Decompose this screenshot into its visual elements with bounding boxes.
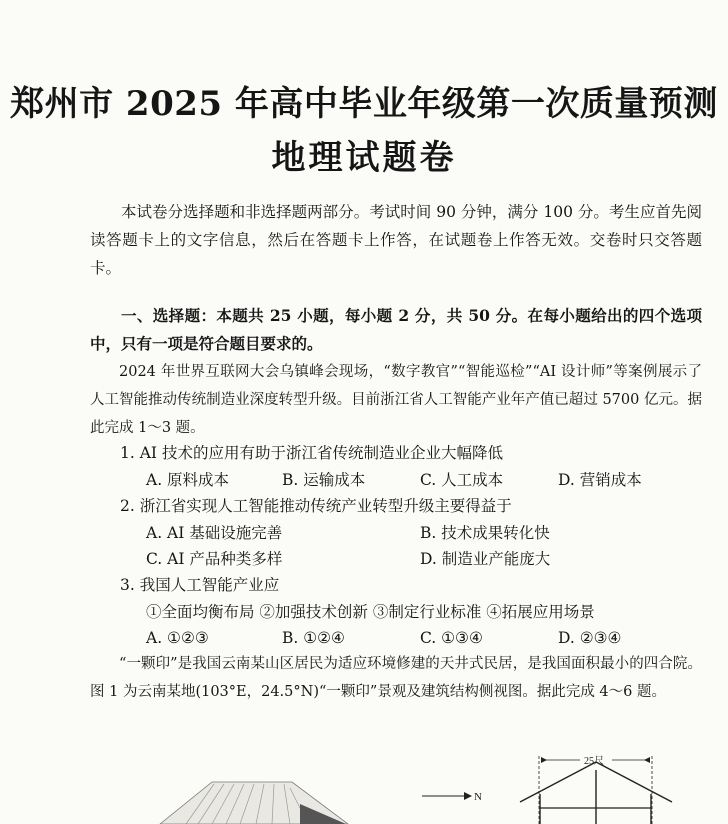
- exam-subtitle: 地理试题卷: [271, 138, 457, 178]
- exam-instructions: 本试卷分选择题和非选择题两部分。考试时间 90 分钟，满分 100 分。考生应首先阅读答题卡上的文字信息，然后在答题卡上作答，在试题卷上作答无效。交卷时只交答题卡。: [90, 203, 702, 277]
- q2-option-b: B. 技术成果转化快: [420, 524, 550, 542]
- section-heading: 一、选择题：本题共 25 小题，每小题 2 分，共 50 分。在每小题给出的四个选项中，只有一项是符合题目要求的。: [90, 306, 702, 353]
- question-stem-1-3: 2024 年世界互联网大会乌镇峰会现场，“数字教官”“智能巡检”“AI 设计师”等案例展示了人工智能推动传统制造业深度转型升级。目前浙江省人工智能产业年产值已超过 5700 亿元。据此完成 1～3 题。: [90, 364, 702, 436]
- q1-option-b: B. 运输成本: [282, 471, 366, 489]
- q1-option-c: C. 人工成本: [420, 471, 504, 489]
- figure-roof-photo: [160, 782, 348, 824]
- q2-option-a: A. AI 基础设施完善: [146, 524, 283, 542]
- q1-option-d: D. 营销成本: [558, 471, 642, 489]
- q2-option-d: D. 制造业产能庞大: [420, 550, 551, 568]
- q3-option-b: B. ①②④: [282, 629, 345, 647]
- q1-option-a: A. 原料成本: [146, 471, 230, 489]
- question-2-text: 2. 浙江省实现人工智能推动传统产业转型升级主要得益于: [120, 497, 512, 515]
- width-label: 25尺: [584, 756, 604, 767]
- north-label: N: [474, 791, 482, 803]
- q3-option-d: D. ②③④: [558, 629, 622, 647]
- north-arrow-icon: [422, 792, 472, 800]
- q3-option-c: C. ①③④: [420, 629, 483, 647]
- figure-1-yikeyin: [0, 742, 728, 824]
- question-1-text: 1. AI 技术的应用有助于浙江省传统制造业企业大幅降低: [120, 444, 503, 462]
- q3-option-a: A. ①②③: [146, 629, 209, 647]
- question-stem-4-6: “一颗印”是我国云南某山区居民为适应环境修建的天井式民居，是我国面积最小的四合院。图 1 为云南某地(103°E，24.5°N)“一颗印”景观及建筑结构侧视图。据此完成 4～6 题。: [90, 656, 702, 700]
- exam-title: 郑州市 2025 年高中毕业年级第一次质量预测: [10, 84, 718, 124]
- q2-option-c: C. AI 产品种类多样: [146, 550, 283, 568]
- q3-statements: ①全面均衡布局 ②加强技术创新 ③制定行业标准 ④拓展应用场景: [146, 603, 595, 621]
- question-3-text: 3. 我国人工智能产业应: [120, 576, 280, 594]
